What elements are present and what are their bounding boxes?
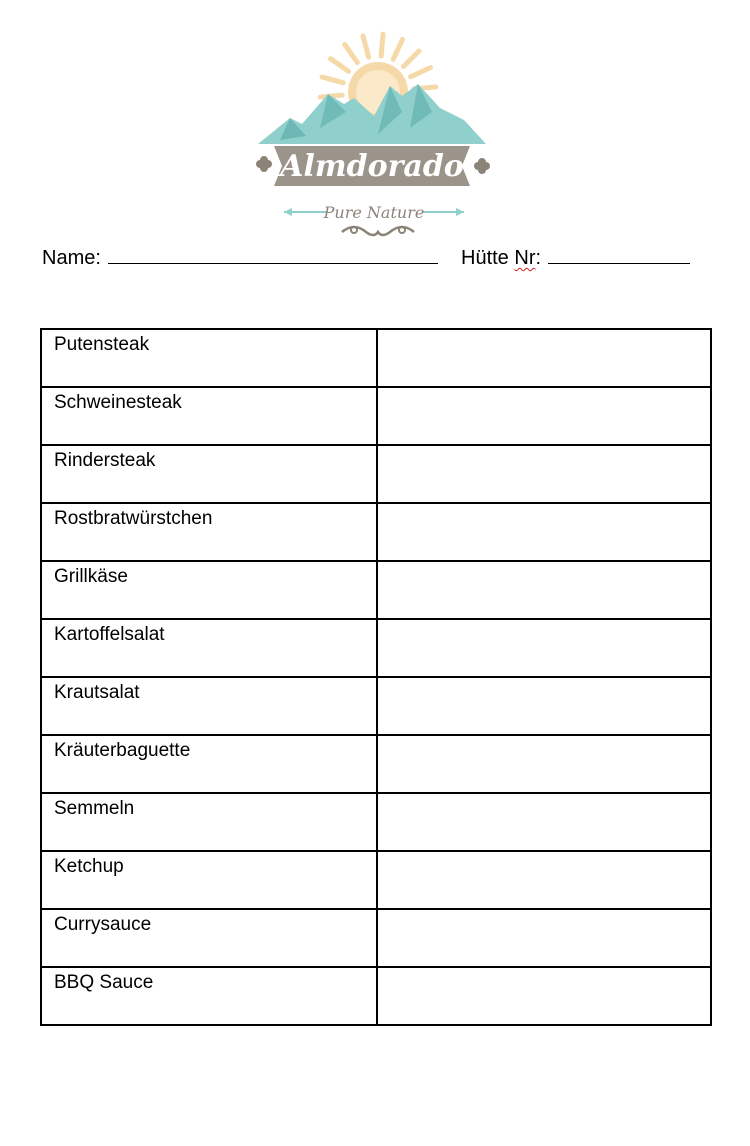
table-row [41,503,711,561]
table-row [41,619,711,677]
name-field[interactable] [42,242,438,274]
item-label: Currysauce [41,909,377,967]
hut-number-blank-line[interactable] [548,245,690,264]
table-row [41,387,711,445]
item-label: Putensteak [41,329,377,387]
sun-ray [330,59,348,72]
name-label: Name: [42,247,101,269]
item-quantity-cell[interactable] [377,503,711,561]
hut-label-word: Nr [514,247,536,269]
item-label: Semmeln [41,793,377,851]
item-label: Schweinesteak [41,387,377,445]
item-quantity-cell[interactable] [377,677,711,735]
hut-label-suffix: : [535,247,542,269]
sun-ray [345,44,358,62]
item-label: Grillkäse [41,561,377,619]
item-label: Rostbratwürstchen [41,503,377,561]
sun-ray [403,51,419,67]
item-quantity-cell[interactable] [377,851,711,909]
table-row [41,561,711,619]
sun-ray [322,77,343,83]
sun-ray [363,36,369,57]
table-row [41,909,711,967]
item-label: Kräuterbaguette [41,735,377,793]
brand-name: Almdorado [280,149,464,184]
item-quantity-cell[interactable] [377,793,711,851]
item-quantity-cell[interactable] [377,909,711,967]
brand-tagline: Pure Nature [323,203,425,222]
item-quantity-cell[interactable] [377,735,711,793]
table-row [41,329,711,387]
table-row [41,735,711,793]
table-row [41,677,711,735]
item-quantity-cell[interactable] [377,619,711,677]
hut-number-field[interactable] [461,242,690,274]
table-row [41,793,711,851]
table-row [41,967,711,1025]
item-quantity-cell[interactable] [377,445,711,503]
table-row [41,445,711,503]
table-row [41,851,711,909]
item-label: Krautsalat [41,677,377,735]
item-quantity-cell[interactable] [377,329,711,387]
item-label: Rindersteak [41,445,377,503]
item-quantity-cell[interactable] [377,561,711,619]
sun-ray [393,39,402,59]
item-label: Kartoffelsalat [41,619,377,677]
item-label: BBQ Sauce [41,967,377,1025]
item-label: Ketchup [41,851,377,909]
clover-left-icon [256,156,272,172]
sun-ray [411,67,431,76]
sun-ray [381,34,383,56]
item-quantity-cell[interactable] [377,967,711,1025]
header-fields [42,242,712,274]
almdorado-logo [250,16,500,244]
order-table [40,328,712,1026]
clover-right-icon [474,158,490,174]
hut-label-prefix: Hütte [461,247,509,269]
item-quantity-cell[interactable] [377,387,711,445]
name-blank-line[interactable] [108,245,438,264]
